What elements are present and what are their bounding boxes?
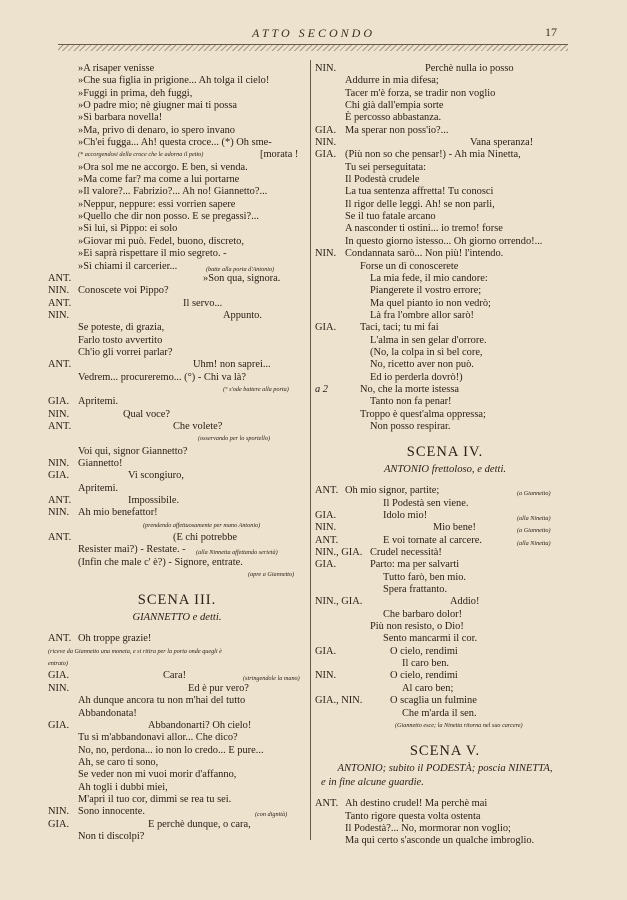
verse-line [48, 421, 306, 433]
verse-line [315, 335, 575, 347]
verse-text: Apritemi. [78, 396, 119, 408]
verse-line [48, 831, 306, 843]
verse-text: O cielo, rendimi [390, 645, 458, 657]
stage-direction: entrato) [48, 660, 68, 668]
speaker-label: NIN. [48, 285, 70, 297]
verse-line [48, 520, 306, 532]
stage-direction: (riceve da Giannetto una moneta, e si ritira per la porta onde quegli è [48, 647, 222, 655]
left-column [48, 63, 306, 843]
column-divider [310, 60, 311, 840]
verse-text: Ah togli i dubbi miei, [78, 781, 168, 793]
verse-line [315, 384, 575, 396]
verse-text: La mia fede, il mio candore: [370, 272, 488, 284]
verse-text: »Sì lui, sì Pippo: ei solo [78, 223, 178, 235]
verse-text: Giannetto! [78, 458, 123, 469]
verse-text: Perchè nulla io posso [425, 63, 514, 74]
verse-line [315, 522, 575, 534]
verse-line [315, 298, 575, 310]
verse-text: (No, la colpa in sì bel core, [370, 346, 483, 358]
verse-line [315, 695, 575, 707]
verse-text: »Giovar mi può. Fedel, buono, discreto, [78, 235, 244, 247]
right-column [315, 63, 575, 848]
verse-text: Chi già dall'empia sorte [345, 100, 444, 112]
verse-line [48, 335, 306, 347]
stage-direction: (apre a Giannetto) [248, 571, 295, 579]
verse-text: Vedrem... procureremo... (°) - Chi va là? [78, 371, 247, 383]
verse-text: Ch'io gli vorrei parlar? [78, 346, 173, 358]
verse-text: È percosso abbastanza. [345, 112, 442, 124]
verse-line [315, 199, 575, 211]
verse-line [48, 806, 306, 818]
verse-line [48, 409, 306, 421]
verse-text: »Fuggi in prima, deh fuggi, [78, 87, 193, 99]
verse-line [48, 199, 306, 211]
stage-direction: (osservando per lo sportello) [198, 435, 271, 443]
verse-text: Ah destino crudel! Ma perchè mai [345, 798, 488, 810]
speaker-label: NIN. [315, 137, 337, 149]
speaker-label: NIN. [48, 458, 70, 469]
verse-text: »Ma come far? ma come a lui portarne [78, 174, 240, 186]
verse-line [315, 409, 575, 421]
speaker-label: GIA. [315, 510, 337, 521]
verse-text: Voi qui, signor Giannetto? [78, 445, 188, 457]
verse-text: »Ch'ei fugga... Ah! questa croce... (*) Oh sme- [78, 137, 272, 149]
speaker-label: NIN. [315, 670, 337, 682]
verse-text: O scaglia un fulmine [390, 695, 477, 707]
verse-line [48, 75, 306, 87]
verse-text: Il caro ben. [402, 658, 450, 670]
verse-text: Resister mai?) - Restate. - [78, 544, 186, 556]
verse-line [48, 819, 306, 831]
verse-text: No, no, perdona... io non lo credo... E pure... [78, 744, 264, 756]
scene-3-subtitle: GIANNETTO e detti. [132, 612, 222, 624]
verse-line [48, 347, 306, 359]
verse-line [315, 88, 575, 100]
verse-line [315, 670, 575, 682]
verse-line [48, 63, 306, 75]
verse-text: »Son qua, signora. [203, 272, 281, 284]
verse-line [48, 745, 306, 757]
verse-text: O cielo, rendimi [390, 670, 458, 682]
verse-text: Parto: ma per salvarti [370, 559, 460, 571]
speaker-label: NIN., GIA. [315, 547, 363, 559]
scene-5-subtitle: ANTONIO; subito il PODESTÀ; poscia NINETTA, [337, 763, 553, 775]
verse-text: Uhm! non saprei... [193, 359, 271, 371]
verse-text: Qual voce? [123, 408, 171, 420]
verse-line [315, 798, 575, 810]
verse-text: »Neppur, neppure: essi vorrien sapere [78, 198, 236, 210]
verse-text: »O padre mio; nè giugner mai ti possa [78, 100, 238, 112]
verse-line [315, 720, 575, 732]
speaker-label: GIA. [48, 818, 70, 830]
verse-line [48, 100, 306, 112]
stage-direction: (° s'ode battere alla porta) [223, 385, 289, 393]
verse-line [48, 384, 306, 396]
verse-line [315, 149, 575, 161]
verse-line [48, 396, 306, 408]
verse-text: »Quello che dir non posso. E se pregassi?... [78, 211, 259, 223]
verse-text: »Ei saprà rispettare il mio segreto. - [78, 248, 227, 260]
stage-direction: (alla Ninetta) [517, 515, 551, 522]
verse-line [48, 633, 306, 645]
verse-text: M'apri il tuo cor, dimmi se rea tu sei. [78, 793, 232, 805]
verse-line [48, 782, 306, 794]
scene-5-subtitle-cont: e in fine alcune guardie. [321, 777, 424, 789]
verse-line [315, 236, 575, 248]
verse-line [48, 433, 306, 445]
verse-line [315, 646, 575, 658]
stage-direction: (prendendo affettuosamente per mano Antonio) [143, 521, 261, 529]
verse-line [48, 273, 306, 285]
verse-line [48, 757, 306, 769]
verse-line [48, 483, 306, 495]
speaker-label: ANT. [48, 532, 72, 544]
speaker-label: NIN. [315, 522, 337, 534]
verse-text: Apritemi. [78, 482, 119, 494]
verse-line [315, 359, 575, 371]
verse-line [48, 495, 306, 507]
verse-text: E voi tornate al carcere. [383, 534, 482, 546]
verse-text: Il servo... [183, 297, 223, 309]
verse-line [315, 285, 575, 297]
verse-line [48, 149, 306, 161]
verse-text: Mio bene! [433, 522, 476, 534]
verse-line [48, 261, 306, 273]
verse-text: Idolo mio! [383, 510, 428, 521]
verse-text: Troppo è quest'alma oppressa; [360, 408, 486, 420]
speaker-label: NIN. [48, 507, 70, 519]
verse-text: »Che sua figlia in prigione... Ah tolga il cielo! [78, 75, 270, 87]
verse-line [48, 186, 306, 198]
speaker-label: NIN., GIA. [315, 596, 363, 608]
scene-4-subtitle: ANTONIO frettoloso, e detti. [383, 464, 507, 476]
verse-line [48, 720, 306, 732]
verse-line [48, 162, 306, 174]
verse-text: Se il tuo fatale arcano [345, 211, 436, 223]
verse-text: A nasconder ti ostini... io tremo! forse [345, 223, 503, 235]
verse-line [315, 162, 575, 174]
verse-text: Vi scongiuro, [128, 470, 184, 482]
verse-text: Ma sperar non poss'io?... [345, 124, 449, 136]
verse-text: »Ma, privo di denaro, io spero invano [78, 124, 235, 136]
verse-line [48, 372, 306, 384]
verse-line [315, 708, 575, 720]
stage-direction: (con dignità) [255, 811, 288, 819]
verse-text: Spera frattanto. [383, 584, 448, 596]
speaker-label: GIA. [48, 670, 70, 682]
speaker-label: NIN. [48, 408, 70, 420]
verse-line [48, 310, 306, 322]
verse-text: »Sì chiami il carcerier... [78, 260, 178, 272]
verse-line [315, 572, 575, 584]
verse-text: Addio! [450, 596, 480, 608]
running-header: ATTO SECONDO [251, 26, 376, 40]
verse-line [48, 670, 306, 682]
page-number: 17 [545, 25, 557, 39]
verse-text: Abbandonarti? Oh cielo! [148, 719, 252, 731]
verse-text: Tutto farò, ben mio. [383, 571, 467, 583]
verse-line [48, 322, 306, 334]
verse-line [315, 584, 575, 596]
verse-text: »Ora sol me ne accorgo. E ben, si venda. [78, 161, 248, 173]
verse-line [48, 544, 306, 556]
verse-line [48, 137, 306, 149]
verse-text: Farlo tosto avvertito [78, 334, 163, 346]
left-lines-b [48, 633, 306, 843]
verse-line [315, 310, 575, 322]
verse-line [315, 535, 575, 547]
verse-text: Ed è pur vero? [188, 682, 249, 694]
stage-direction: (alla Ninnetta affettando serietà) [196, 549, 278, 557]
verse-text: No, ricetto aver non può. [370, 359, 474, 371]
verse-line [315, 510, 575, 522]
verse-line [315, 547, 575, 559]
verse-text: Ed io perderla dovrò!) [370, 371, 463, 383]
speaker-label: a 2 [315, 383, 328, 395]
verse-text: Non ti discolpi? [78, 830, 145, 842]
verse-line [315, 609, 575, 621]
right-lines-c [315, 798, 575, 847]
verse-line [48, 695, 306, 707]
verse-text: Sento mancarmi il cor. [383, 633, 478, 645]
verse-text: Cara! [163, 670, 187, 682]
speaker-label: NIN. [48, 309, 70, 321]
verse-line [48, 532, 306, 544]
verse-text: »Il valore?... Fabrizio?... Ah no! Giannetto?... [78, 186, 268, 198]
stage-direction: (* accorgendosi della croce che le adorna il petto) [78, 151, 204, 159]
verse-line [315, 261, 575, 273]
verse-text: Tanto non fa penar! [370, 396, 452, 408]
verse-line [48, 88, 306, 100]
verse-line [48, 223, 306, 235]
verse-line [315, 596, 575, 608]
verse-line [48, 458, 306, 470]
verse-line [48, 470, 306, 482]
speaker-label: NIN. [315, 63, 337, 74]
verse-line [48, 285, 306, 297]
verse-text: Tu sei perseguitata: [345, 161, 426, 173]
verse-text: Crudel necessità! [370, 547, 442, 559]
verse-line [315, 396, 575, 408]
verse-text: Il Podestà?... No, mormorar non voglio; [345, 822, 511, 834]
verse-text: »A risaper venisse [78, 63, 155, 74]
verse-text: Condannata sarò... Non più! l'intendo. [345, 248, 504, 260]
speaker-label: GIA. [315, 645, 337, 657]
verse-text: Ah dunque ancora tu non m'hai del tutto [78, 695, 246, 707]
verse-line [48, 732, 306, 744]
speaker-label: ANT. [315, 485, 339, 497]
verse-text: Forse un dì conoscerete [360, 260, 459, 272]
scene-3-title: SCENA III. [137, 592, 217, 609]
verse-text: Conoscete voi Pippo? [78, 285, 169, 297]
speaker-label: NIN. [315, 248, 337, 260]
verse-text: Oh troppe grazie! [78, 633, 152, 645]
verse-line [315, 658, 575, 670]
verse-text: Là fra l'ombre allor sarò! [370, 309, 474, 321]
verse-line [48, 211, 306, 223]
verse-text: Più non resisto, o Dio! [370, 621, 464, 633]
verse-text: Non posso respirar. [370, 420, 451, 432]
verse-text: Oh mio signor, partite; [345, 485, 440, 497]
speaker-label: ANT. [315, 798, 339, 810]
speaker-label: GIA. [48, 470, 70, 482]
verse-text: Il rigor delle leggi. Ah! se non parli, [345, 198, 495, 210]
verse-text: L'alma in sen gelar d'orrore. [370, 334, 487, 346]
verse-text: Al caro ben; [402, 682, 454, 694]
verse-line [315, 223, 575, 235]
verse-text: Ah, se caro ti sono, [78, 756, 159, 768]
verse-line [48, 708, 306, 720]
verse-text-continued: [morata ! [260, 149, 299, 161]
speaker-label: ANT. [48, 272, 72, 284]
verse-line [315, 186, 575, 198]
verse-line [315, 347, 575, 359]
verse-line [315, 112, 575, 124]
verse-text: E perchè dunque, o cara, [148, 818, 251, 830]
verse-line [315, 211, 575, 223]
speaker-label: GIA. [48, 719, 70, 731]
verse-text: Impossibile. [128, 495, 180, 507]
verse-line [315, 273, 575, 285]
speaker-label: GIA. [315, 322, 337, 334]
right-lines-a [315, 63, 575, 433]
stage-direction: (Giannetto esce; la Ninetta ritorna nel suo carcere) [395, 721, 523, 729]
verse-line [48, 174, 306, 186]
verse-text: (E chi potrebbe [173, 532, 238, 544]
verse-line [315, 823, 575, 835]
speaker-label: ANT. [48, 297, 72, 309]
verse-text: Appunto. [223, 309, 262, 321]
verse-text: In questo giorno istesso... Oh giorno orrendo!... [345, 235, 543, 247]
verse-line [48, 446, 306, 458]
verse-line [315, 63, 575, 75]
speaker-label: ANT. [48, 359, 72, 371]
verse-text: Piangerete il vostro errore; [370, 285, 482, 297]
speaker-label: GIA., NIN. [315, 695, 363, 707]
verse-text: Vana speranza! [470, 137, 534, 149]
verse-line [48, 507, 306, 519]
speaker-label: NIN. [48, 806, 70, 818]
verse-line [315, 485, 575, 497]
verse-text: Ah mio benefattor! [78, 507, 158, 519]
verse-line [315, 174, 575, 186]
right-lines-b [315, 485, 575, 732]
verse-line [48, 569, 306, 581]
verse-line [315, 322, 575, 334]
verse-line [315, 835, 575, 847]
verse-line [48, 683, 306, 695]
verse-line [48, 125, 306, 137]
stage-direction: (alla Ninetta) [517, 539, 551, 547]
verse-text: Che m'arda il sen. [402, 707, 477, 719]
verse-line [48, 298, 306, 310]
verse-text: Se poteste, di grazia, [78, 322, 165, 334]
verse-text: Tu sì m'abbandonavi allor... Che dico? [78, 732, 238, 744]
speaker-label: NIN. [48, 682, 70, 694]
verse-line [315, 621, 575, 633]
speaker-label: ANT. [48, 420, 72, 432]
verse-text: Taci, taci; tu mi fai [360, 322, 439, 334]
speaker-label: ANT. [315, 534, 339, 546]
verse-text: Il Podestà crudele [345, 174, 420, 186]
verse-line [315, 559, 575, 571]
speaker-label: GIA. [315, 149, 337, 161]
speaker-label: ANT. [48, 633, 72, 645]
verse-text: Ma quel pianto io non vedrò; [370, 297, 491, 309]
verse-line [315, 498, 575, 510]
verse-text: Tacer m'è forza, se tradir non voglio [345, 87, 496, 99]
scene-5-title: SCENA V. [409, 743, 481, 760]
speaker-label: GIA. [315, 559, 337, 571]
stage-direction: (a Giannetto) [517, 490, 551, 498]
verse-text: Che volete? [173, 420, 223, 432]
verse-line [315, 75, 575, 87]
verse-line [48, 557, 306, 569]
verse-line [48, 769, 306, 781]
verse-text: »Sì barbara novella! [78, 112, 163, 124]
verse-line [315, 372, 575, 384]
verse-text: La tua sentenza affretta! Tu conosci [345, 186, 494, 198]
stage-direction: (a Giannetto) [517, 527, 551, 535]
verse-line [48, 248, 306, 260]
verse-line [48, 658, 306, 670]
verse-line [315, 125, 575, 137]
speaker-label: GIA. [48, 396, 70, 408]
verse-text: Ma qui certo s'asconde un qualche imbroglio. [345, 835, 535, 847]
verse-line [48, 236, 306, 248]
verse-line [315, 248, 575, 260]
verse-text: Sono innocente. [78, 806, 145, 818]
verse-text: Addurre in mia difesa; [345, 75, 439, 87]
verse-text: (Infin che male c' è?) - Signore, entrate. [78, 556, 243, 568]
verse-line [315, 633, 575, 645]
verse-line [315, 137, 575, 149]
verse-line [315, 100, 575, 112]
verse-line [315, 811, 575, 823]
verse-text: Tanto rigore questa volta ostenta [345, 810, 481, 822]
speaker-label: GIA. [315, 124, 337, 136]
verse-line [48, 794, 306, 806]
header-ornamental-rule [58, 44, 568, 51]
verse-line [48, 359, 306, 371]
verse-text: Abbandonata! [78, 707, 137, 719]
speaker-label: ANT. [48, 495, 72, 507]
verse-text: No, che la morte istessa [360, 383, 459, 395]
verse-line [315, 683, 575, 695]
scene-4-title: SCENA IV. [406, 444, 484, 461]
stage-direction: (batte alla porta d'Antonio) [206, 265, 275, 273]
verse-line [315, 421, 575, 433]
verse-line [48, 112, 306, 124]
left-lines-a [48, 63, 306, 581]
verse-line [48, 646, 306, 658]
verse-text: (Più non so che pensar!) - Ah mia Ninetta, [345, 149, 521, 161]
verse-text: Se veder non mi vuoi morir d'affanno, [78, 769, 237, 781]
verse-text: Che barbaro dolor! [383, 608, 463, 620]
stage-direction: (stringendole la mano) [243, 675, 300, 683]
verse-text: Il Podestà sen viene. [383, 497, 469, 509]
